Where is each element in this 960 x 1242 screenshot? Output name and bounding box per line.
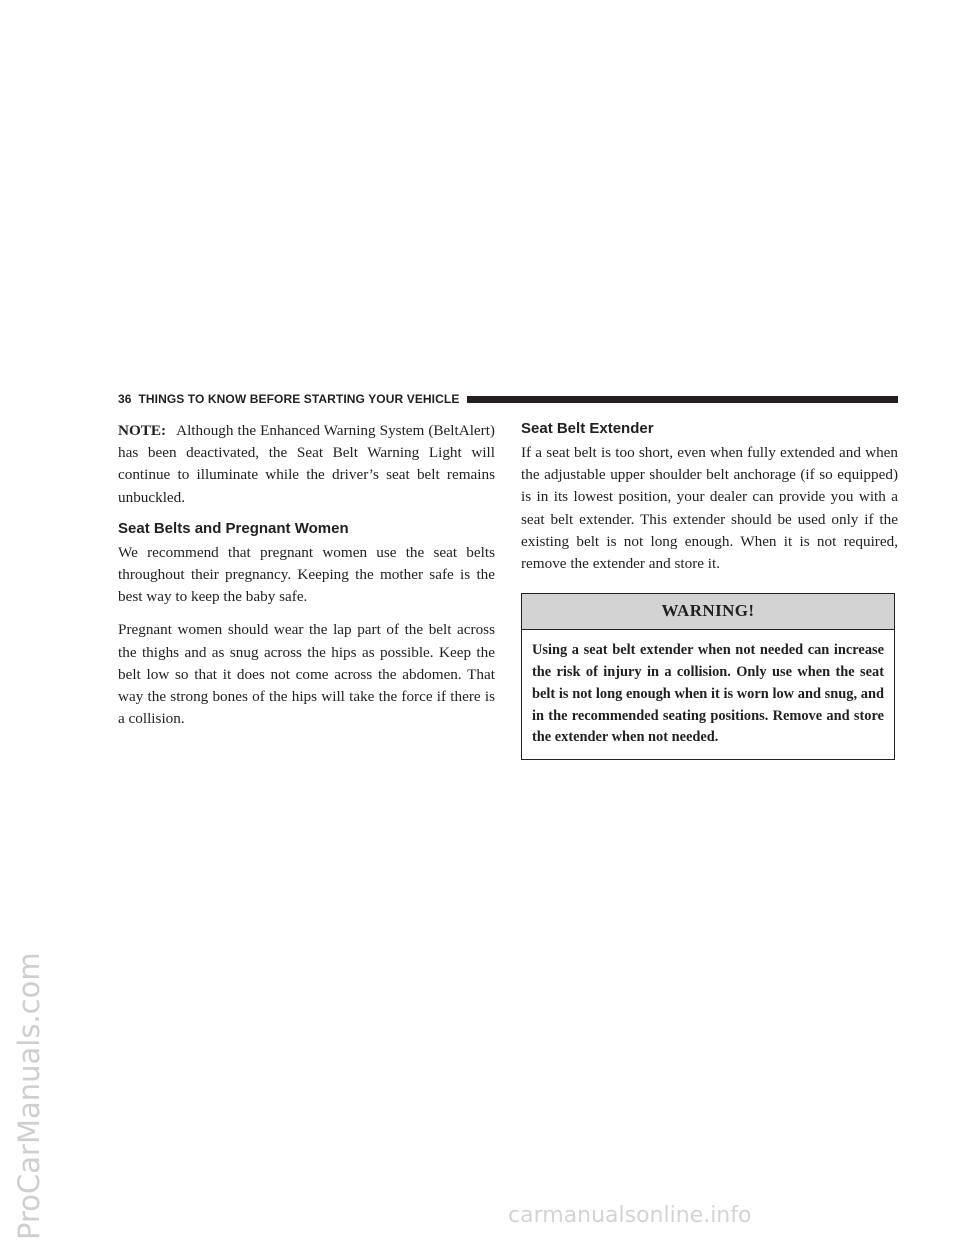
note-label: NOTE: — [118, 422, 167, 439]
left-column — [118, 420, 495, 741]
page-header — [118, 390, 898, 408]
side-watermark-text: ProCarManuals.com — [12, 952, 46, 1240]
section-title: THINGS TO KNOW BEFORE STARTING YOUR VEHICLE — [138, 392, 460, 406]
page-header-text — [118, 392, 459, 406]
note-text: Although the Enhanced Warning System (BeltAlert) has been deactivated, the Seat Belt Warning Light will continue to illuminate while the driver’s seat belt remains unbuckled. — [118, 422, 495, 506]
warning-title: WARNING! — [522, 594, 894, 630]
side-watermark — [10, 420, 54, 1240]
belt-extender-heading: Seat Belt Extender — [521, 420, 654, 437]
pregnant-women-heading: Seat Belts and Pregnant Women — [118, 519, 349, 537]
belt-extender-paragraph: If a seat belt is too short, even when fully extended and when the adjustable upper shoulder belt anchorage (if so equipped) is in its lowest position, your dealer can provide you with a seat belt extender. This extender should be used only if the existing belt is not long enough. When it is not required, remove the extender and store it. — [521, 444, 898, 573]
warning-text: Using a seat belt extender when not needed can increase the risk of injury in a collision. Only use when the seat belt is not long enough when it is worn low and snug, and in the recommended seating positions. Remove and store the extender when not needed. — [532, 642, 884, 746]
pregnant-women-paragraph-2: Pregnant women should wear the lap part of the belt across the thighs and as snug across the hips as possible. Keep the belt low so that it does not come across the abdomen. That way the strong bones of the hips will take the force if there is a collision. — [118, 621, 495, 728]
pregnant-women-paragraph-1: We recommend that pregnant women use the seat belts throughout their pregnancy. Keeping the mother safe is the best way to keep the baby safe. — [118, 543, 495, 606]
footer-watermark: carmanualsonline.info — [508, 1203, 752, 1228]
note-paragraph — [118, 420, 495, 509]
page-number: 36 — [118, 392, 132, 406]
right-column — [521, 420, 898, 760]
header-rule — [467, 396, 898, 403]
warning-box — [521, 593, 895, 760]
